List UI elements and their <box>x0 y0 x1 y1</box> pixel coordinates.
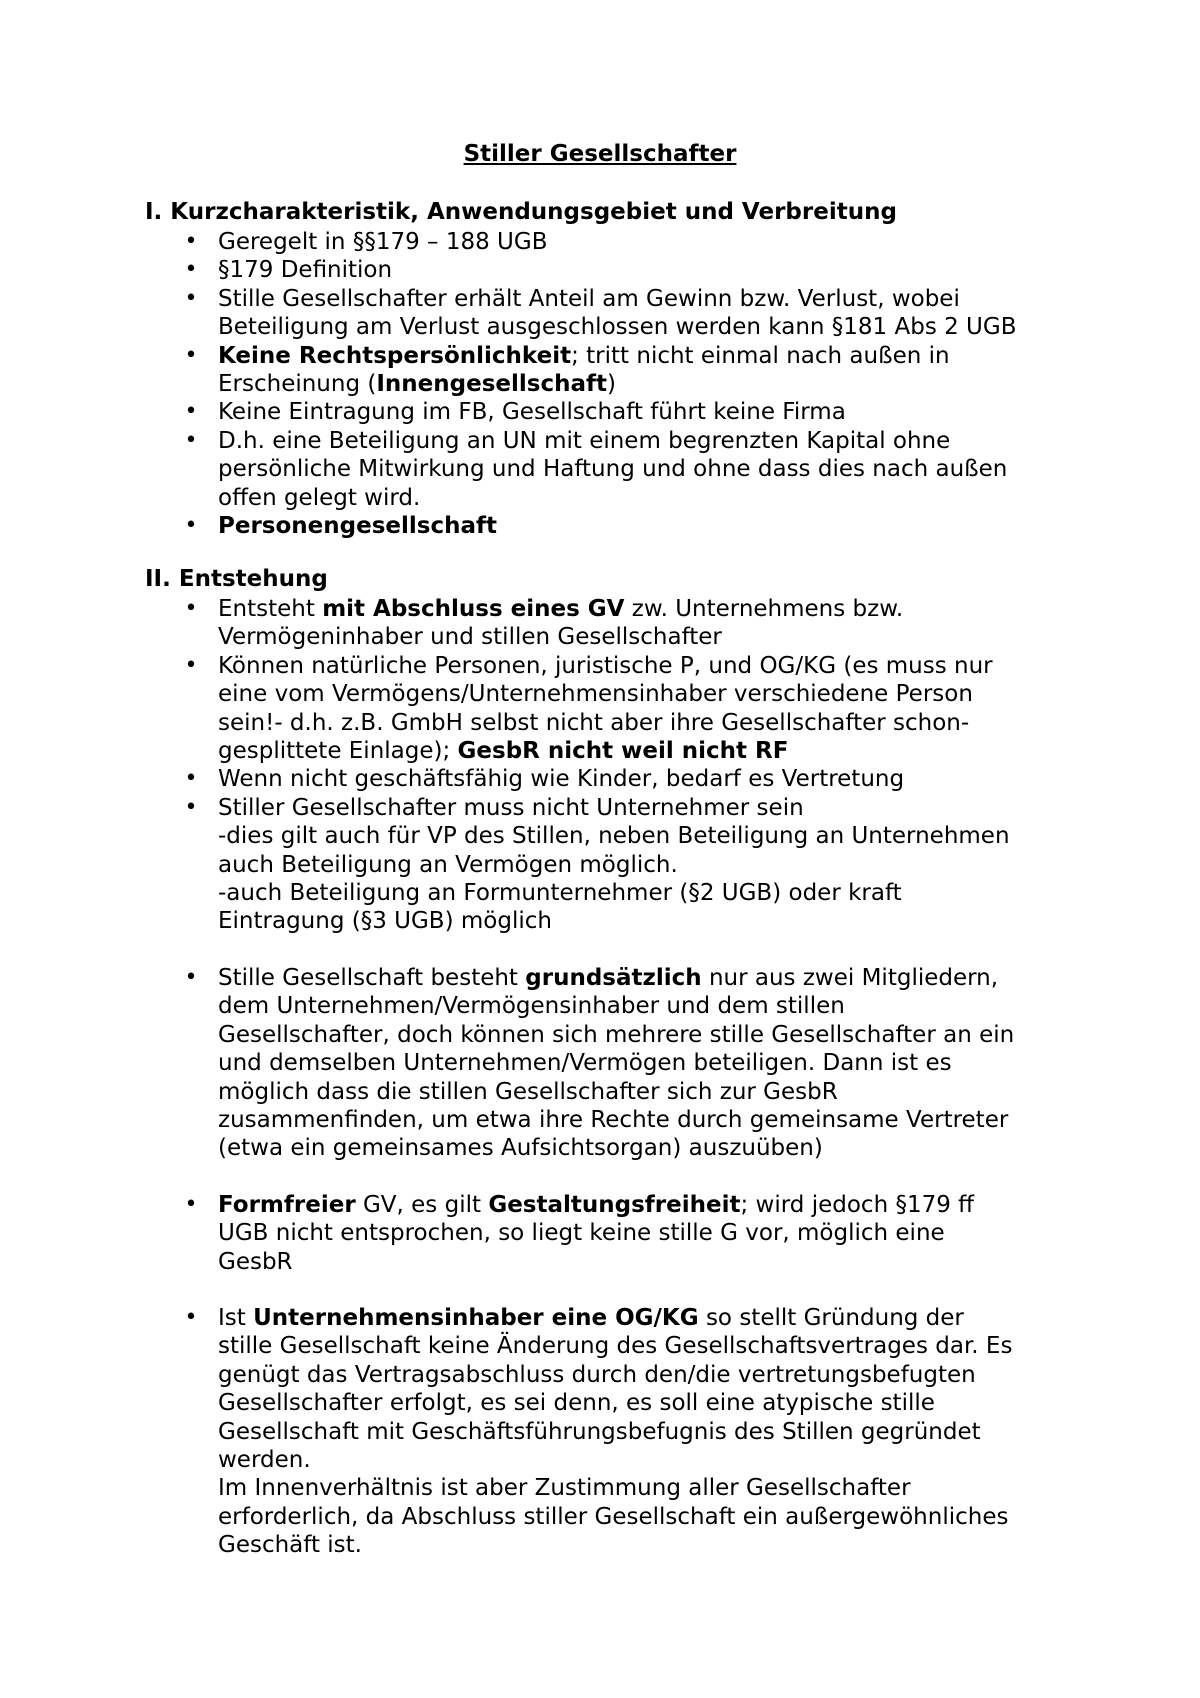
text-line <box>218 595 1078 623</box>
text-run: Stille Gesellschafter erhält Anteil am Gewinn bzw. Verlust, wobei <box>218 285 960 312</box>
bullet-icon: • <box>184 1191 198 1217</box>
text-run: nur aus zwei Mitgliedern, <box>701 964 999 991</box>
bold-text: Unternehmensinhaber eine OG/KG <box>253 1304 699 1331</box>
list-item <box>0 794 1078 936</box>
text-line <box>218 964 1078 992</box>
text-line <box>218 652 1078 680</box>
text-run: genügt das Vertragsabschluss durch den/die vertretungsbefugten <box>218 1361 976 1388</box>
text-line <box>218 512 1078 540</box>
bullet-icon: • <box>184 652 198 678</box>
bullet-icon: • <box>184 229 198 254</box>
text-line <box>218 398 1078 426</box>
list-item <box>0 652 1078 766</box>
text-run: Keine Eintragung im FB, Gesellschaft führt keine Firma <box>218 399 846 426</box>
text-run: ; tritt nicht einmal nach außen in <box>571 342 950 369</box>
text-line <box>218 737 1078 765</box>
list-item <box>0 256 1078 284</box>
text-run: stille Gesellschaft keine Änderung des Gesellschaftsvertrages dar. Es <box>218 1333 1013 1360</box>
text-line <box>218 1389 1078 1417</box>
text-run: Wenn nicht geschäftsfähig wie Kinder, bedarf es Vertretung <box>218 766 905 793</box>
text-line <box>218 709 1078 737</box>
text-line <box>218 256 1078 284</box>
text-line <box>218 1304 1078 1332</box>
text-run: Stiller Gesellschafter muss nicht Unternehmer sein <box>218 794 804 821</box>
bold-text: Keine Rechtspersönlichkeit <box>218 342 572 369</box>
text-line <box>218 427 1078 455</box>
bullet-icon: • <box>184 596 198 621</box>
text-run: eine vom Vermögens/Unternehmensinhaber verschiedene Person <box>218 681 973 708</box>
document-title: Stiller Gesellschafter <box>463 141 737 167</box>
list-item <box>0 964 1078 1163</box>
text-run: GesbR <box>218 1248 293 1275</box>
list-item <box>0 342 1078 399</box>
text-line <box>218 1361 1078 1389</box>
text-line <box>218 342 1078 370</box>
text-run: sein!- d.h. z.B. GmbH selbst nicht aber ihre Gesellschafter schon- <box>218 709 970 736</box>
bullet-icon: • <box>184 766 198 792</box>
paragraph-spacer <box>0 1163 1200 1191</box>
text-line <box>218 1503 1078 1531</box>
text-run: ) <box>606 371 616 398</box>
text-run: GV, es gilt <box>355 1191 489 1218</box>
text-line <box>218 879 1078 907</box>
list-item <box>0 285 1078 342</box>
text-run: gesplittete Einlage); <box>218 738 458 765</box>
text-run: (etwa ein gemeinsames Aufsichtsorgan) auszuüben) <box>218 1135 823 1162</box>
text-line <box>218 851 1078 879</box>
bullet-list-1 <box>0 228 1200 540</box>
bullet-icon: • <box>184 285 198 311</box>
text-line <box>218 1332 1078 1360</box>
text-line <box>218 1134 1078 1162</box>
paragraph-spacer <box>0 1276 1200 1304</box>
list-item <box>0 595 1078 652</box>
text-run: -auch Beteiligung an Formunternehmer (§2 UGB) oder kraft <box>218 880 902 907</box>
text-run: Gesellschaft mit Geschäftsführungsbefugnis des Stillen gegründet <box>218 1418 981 1445</box>
bold-text: mit Abschluss eines GV <box>322 596 625 622</box>
text-line <box>218 1049 1078 1077</box>
text-line <box>218 907 1078 935</box>
section-heading-1: I. Kurzcharakteristik, Anwendungsgebiet und Verbreitung <box>145 199 897 225</box>
text-run: Ist <box>218 1304 254 1331</box>
text-run: D.h. eine Beteiligung an UN mit einem begrenzten Kapital ohne <box>218 427 951 454</box>
text-run: offen gelegt wird. <box>218 484 421 511</box>
text-line <box>218 1531 1078 1559</box>
text-run: werden. <box>218 1446 311 1473</box>
text-line <box>218 370 1078 398</box>
text-run: ; wird jedoch §179 ff <box>740 1191 975 1218</box>
text-line <box>218 455 1078 483</box>
section-heading-2: II. Entstehung <box>145 566 328 592</box>
bold-text: Formfreier <box>218 1191 356 1218</box>
text-run: Im Innenverhältnis ist aber Zustimmung aller Gesellschafter <box>218 1475 911 1502</box>
text-run: Stille Gesellschaft besteht <box>218 964 526 991</box>
text-line <box>218 484 1078 512</box>
text-line <box>218 1106 1078 1134</box>
bold-text: Innengesellschaft <box>376 371 607 398</box>
text-run: §179 Definition <box>218 257 393 284</box>
text-run: zusammenfinden, um etwa ihre Rechte durch gemeinsame Vertreter <box>218 1106 1009 1133</box>
text-line <box>218 623 1078 651</box>
bold-text: GesbR nicht weil nicht RF <box>457 738 789 765</box>
list-item <box>0 398 1078 426</box>
text-line <box>218 1021 1078 1049</box>
text-run: Geschäft ist. <box>218 1532 362 1559</box>
text-run: persönliche Mitwirkung und Haftung und ohne dass dies nach außen <box>218 456 1008 483</box>
list-item <box>0 512 1078 540</box>
text-run: Können natürliche Personen, juristische P, und OG/KG (es muss nur <box>218 652 993 679</box>
text-run: Beteiligung am Verlust ausgeschlossen werden kann §181 Abs 2 UGB <box>218 314 1017 341</box>
text-line <box>218 1191 1078 1219</box>
text-run: zw. Unternehmens bzw. <box>624 596 904 622</box>
text-line <box>218 313 1078 341</box>
text-line <box>218 1219 1078 1247</box>
text-run: Gesellschafter erfolgt, es sei denn, es soll eine atypische stille <box>218 1390 935 1417</box>
bullet-icon: • <box>184 399 198 425</box>
bullet-icon: • <box>184 794 198 820</box>
text-run: auch Beteiligung an Vermögen möglich. <box>218 851 678 878</box>
text-line <box>218 1446 1078 1474</box>
list-item <box>0 1191 1078 1276</box>
text-line <box>218 285 1078 313</box>
text-run: -dies gilt auch für VP des Stillen, neben Beteiligung an Unternehmen <box>218 823 1010 850</box>
list-item <box>0 228 1078 256</box>
bullet-icon: • <box>184 1304 198 1330</box>
text-run: Entsteht <box>218 596 323 622</box>
text-run: UGB nicht entsprochen, so liegt keine stille G vor, möglich eine <box>218 1220 945 1247</box>
text-run: erforderlich, da Abschluss stiller Gesellschaft ein außergewöhnliches <box>218 1503 1009 1530</box>
bullet-icon: • <box>184 342 198 368</box>
text-run: Erscheinung ( <box>218 371 377 398</box>
text-run: Geregelt in §§179 – 188 UGB <box>218 229 548 255</box>
text-line <box>218 822 1078 850</box>
bold-text: Personengesellschaft <box>218 513 497 540</box>
bullet-icon: • <box>184 427 198 453</box>
text-run: Gesellschafter, doch können sich mehrere stille Gesellschafter an ein <box>218 1021 1015 1048</box>
text-run: möglich dass die stillen Gesellschafter sich zur GesbR <box>218 1078 838 1105</box>
bullet-icon: • <box>184 964 198 990</box>
text-run: so stellt Gründung der <box>698 1304 964 1331</box>
bullet-list-2 <box>0 595 1200 1560</box>
paragraph-spacer <box>0 936 1200 964</box>
text-line <box>218 1078 1078 1106</box>
list-item <box>0 765 1078 793</box>
text-run: Vermögeninhaber und stillen Gesellschafter <box>218 624 722 651</box>
list-item <box>0 427 1078 512</box>
text-line <box>218 794 1078 822</box>
text-line <box>218 1418 1078 1446</box>
bold-text: grundsätzlich <box>525 964 702 991</box>
text-run: und demselben Unternehmen/Vermögen beteiligen. Dann ist es <box>218 1050 952 1077</box>
list-item <box>0 1304 1078 1560</box>
bold-text: Gestaltungsfreiheit <box>488 1191 741 1218</box>
text-line <box>218 228 1078 256</box>
text-line <box>218 765 1078 793</box>
text-run: Eintragung (§3 UGB) möglich <box>218 908 552 935</box>
text-run: dem Unternehmen/Vermögensinhaber und dem stillen <box>218 993 845 1020</box>
text-line <box>218 1474 1078 1502</box>
text-line <box>218 1248 1078 1276</box>
bullet-icon: • <box>184 513 198 539</box>
text-line <box>218 992 1078 1020</box>
text-line <box>218 680 1078 708</box>
bullet-icon: • <box>184 257 198 283</box>
